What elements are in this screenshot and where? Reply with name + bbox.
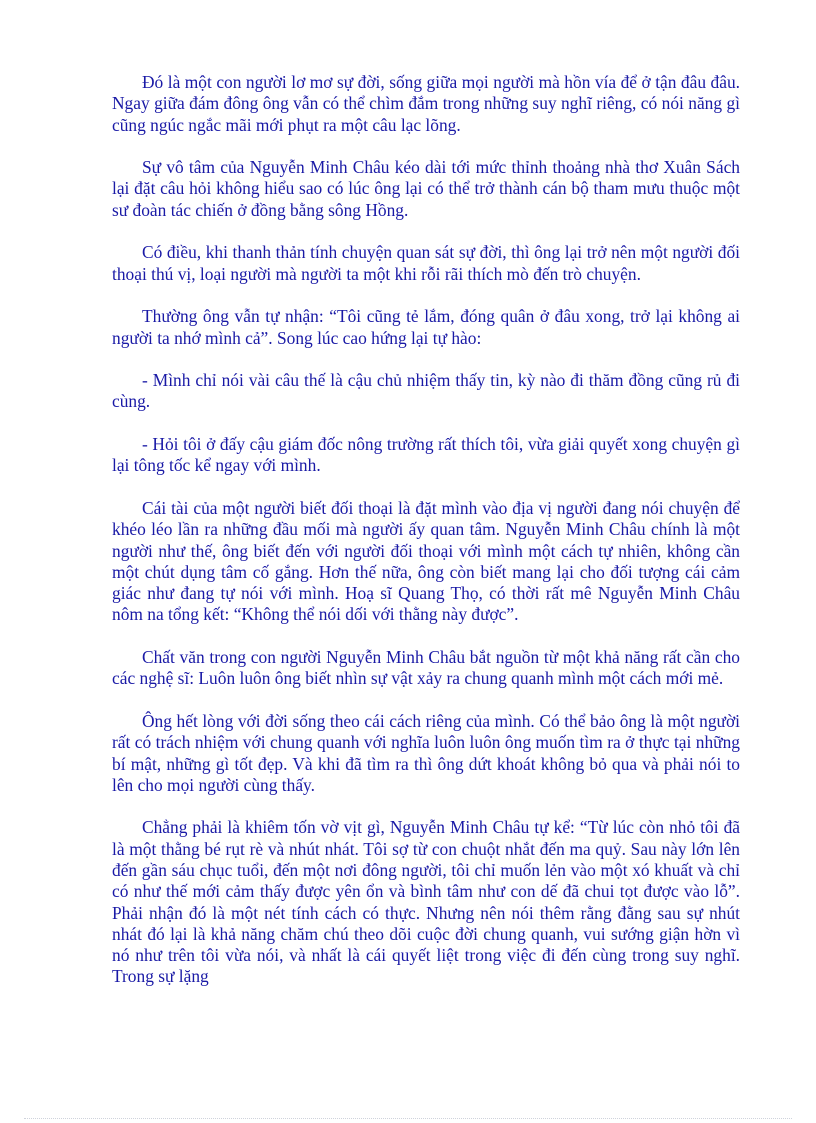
paragraph-2: Sự vô tâm của Nguyễn Minh Châu kéo dài tới mức thỉnh thoảng nhà thơ Xuân Sách lại đặt câu hỏi không hiểu sao có lúc ông lại có thể trở thành cán bộ tham mưu thuộc một sư đoàn tác chiến ở đồng bằng sông Hồng. bbox=[112, 157, 740, 220]
paragraph-4: Thường ông vẫn tự nhận: “Tôi cũng tẻ lắm, đóng quân ở đâu xong, trở lại không ai người ta nhớ mình cả”. Song lúc cao hứng lại tự hào: bbox=[112, 306, 740, 348]
dialogue-line-2: - Hỏi tôi ở đấy cậu giám đốc nông trường rất thích tôi, vừa giải quyết xong chuyện gì lại tông tốc kể ngay với mình. bbox=[112, 434, 740, 476]
document-body bbox=[112, 72, 740, 1009]
paragraph-8: Chẳng phải là khiêm tốn vờ vịt gì, Nguyễn Minh Châu tự kể: “Từ lúc còn nhỏ tôi đã là một thằng bé rụt rè và nhút nhát. Tôi sợ từ con chuột nhắt đến ma quỷ. Sau này lớn lên đến gần sáu chục tuổi, đến một nơi đông người, tôi chỉ muốn lẻn vào một xó khuất và chỉ có như thế mới cảm thấy được yên ổn và bình tâm như con dế đã chui tọt được vào lỗ”. Phải nhận đó là một nét tính cách có thực. Nhưng nên nói thêm rằng đằng sau sự nhút nhát đó lại là khả năng chăm chú theo dõi cuộc đời chung quanh, vui sướng giận hờn vì nó như trên tôi vừa nói, và nhất là cái quyết liệt trong việc đi đến cùng trong suy nghĩ. Trong sự lặng bbox=[112, 817, 740, 987]
paragraph-3: Có điều, khi thanh thản tính chuyện quan sát sự đời, thì ông lại trở nên một người đối thoại thú vị, loại người mà người ta một khi rỗi rãi thích mò đến trò chuyện. bbox=[112, 242, 740, 284]
dialogue-line-1: - Mình chỉ nói vài câu thế là cậu chủ nhiệm thấy tin, kỳ nào đi thăm đồng cũng rủ đi cùng. bbox=[112, 370, 740, 412]
paragraph-1: Đó là một con người lơ mơ sự đời, sống giữa mọi người mà hồn vía để ở tận đâu đâu. Ngay giữa đám đông ông vẫn có thể chìm đắm trong những suy nghĩ riêng, có nói năng gì cũng ngúc ngắc mãi mới phụt ra một câu lạc lõng. bbox=[112, 72, 740, 135]
paragraph-6: Chất văn trong con người Nguyễn Minh Châu bắt nguồn từ một khả năng rất cần cho các nghệ sĩ: Luôn luôn ông biết nhìn sự vật xảy ra chung quanh mình một cách mới mẻ. bbox=[112, 647, 740, 689]
page-bottom-divider bbox=[24, 1118, 792, 1119]
paragraph-7: Ông hết lòng với đời sống theo cái cách riêng của mình. Có thể bảo ông là một người rất có trách nhiệm với chung quanh với nghĩa luôn luôn ông muốn tìm ra ở thực tại những bí mật, những gì tốt đẹp. Và khi đã tìm ra thì ông dứt khoát không bỏ qua và phải nói to lên cho mọi người cùng thấy. bbox=[112, 710, 740, 795]
paragraph-5: Cái tài của một người biết đối thoại là đặt mình vào địa vị người đang nói chuyện để khéo léo lần ra những đầu mối mà người ấy quan tâm. Nguyễn Minh Châu chính là một người như thế, ông biết đến với người đối thoại với mình một cách tự nhiên, không cần một chút dụng tâm cố gắng. Hơn thế nữa, ông còn biết mang lại cho đối tượng cái cảm giác như đang tự nói với mình. Hoạ sĩ Quang Thọ, có thời rất mê Nguyễn Minh Châu nôm na tổng kết: “Không thể nói dối với thằng này được”. bbox=[112, 497, 740, 625]
